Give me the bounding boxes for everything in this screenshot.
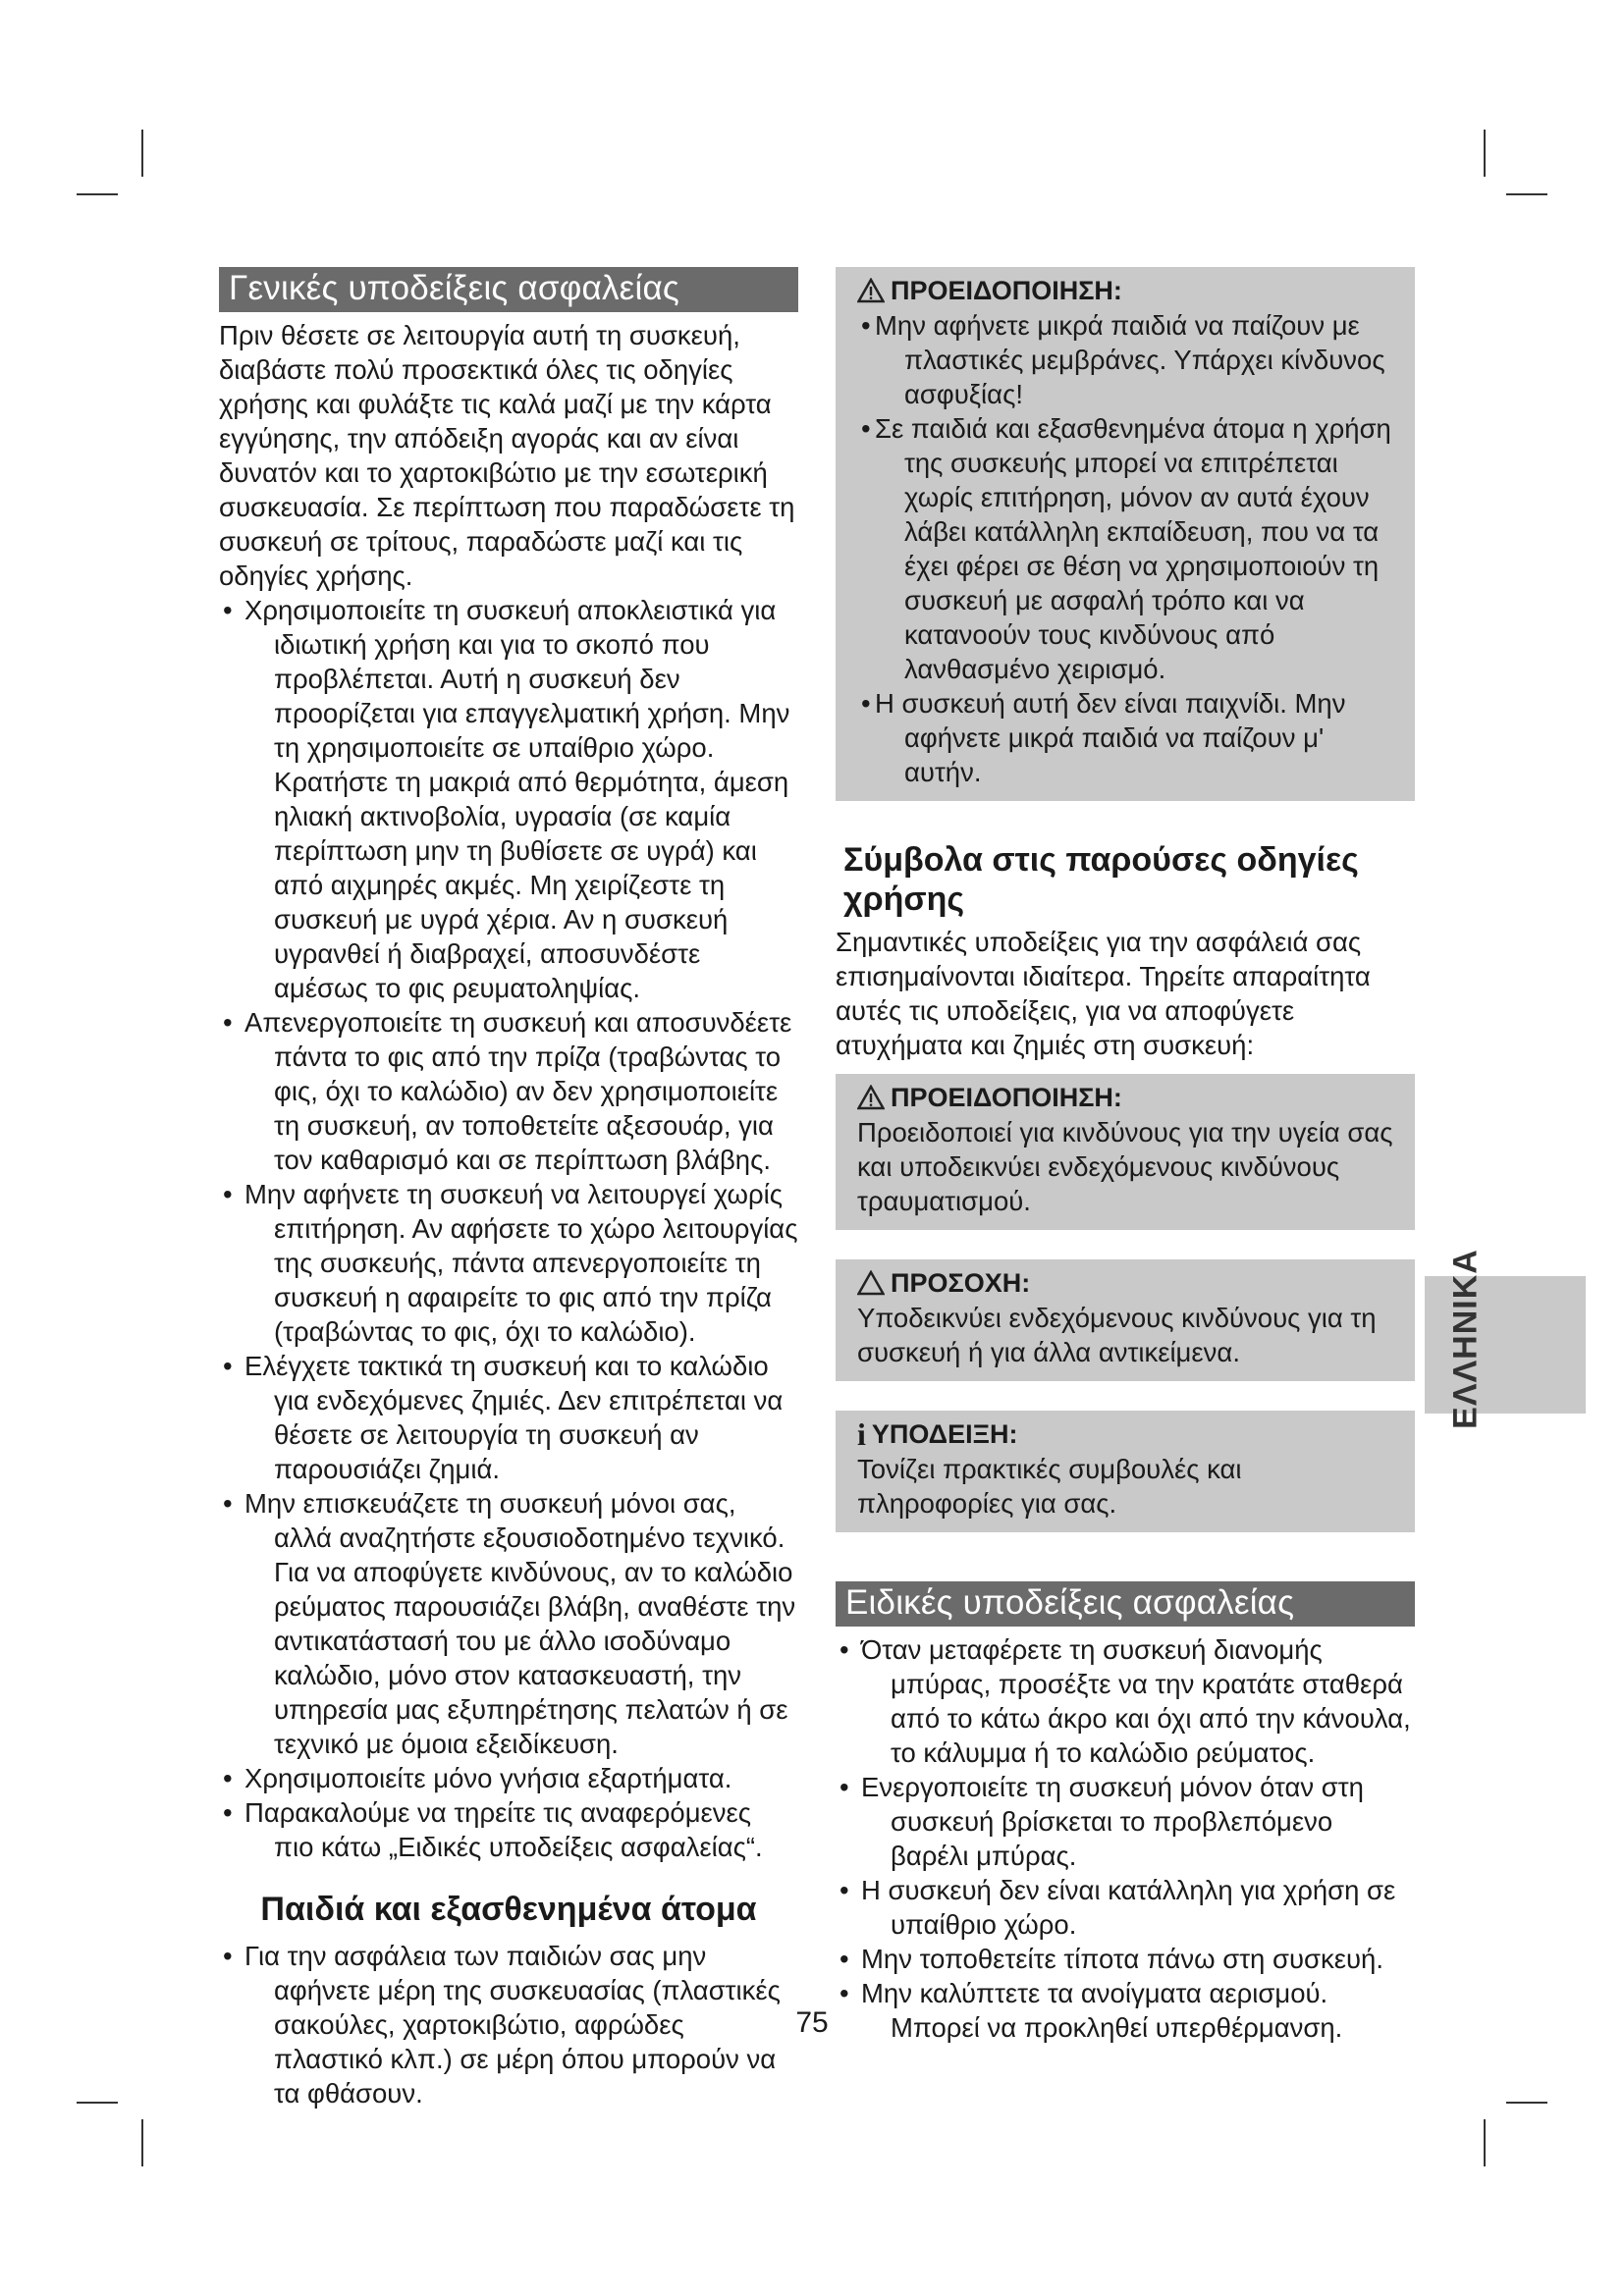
warning-triangle-icon	[857, 278, 885, 303]
caution-title: ΠΡΟΣΟΧΗ:	[857, 1265, 1401, 1301]
special-safety-heading: Ειδικές υποδείξεις ασφαλείας	[836, 1581, 1415, 1627]
page-number: 75	[795, 2006, 829, 2039]
language-tab	[1425, 1249, 1586, 1429]
list-item: • Σε παιδιά και εξασθενημένα άτομα η χρήση της συσκευής μπορεί να επιτρέπεται χωρίς επιτήρηση, μόνον αν αυτά έχουν λάβει κατάλληλη εκπαίδευση, που να τα έχει φέρει σε θέση να χρησιμοποιούν τη συσκευή με ασφαλή τρόπο και να κατανοούν τους κινδύνους από λανθασμένο χειρισμό.	[861, 413, 1391, 684]
warning-box	[836, 267, 1415, 801]
list-item: • Η συσκευή αυτή δεν είναι παιχνίδι. Μην αφήνετε μικρά παιδιά να παίζουν μ' αυτήν.	[861, 688, 1346, 787]
caution-box	[836, 1259, 1415, 1381]
caution-triangle-icon	[857, 1270, 885, 1296]
list-item: • Μην επισκευάζετε τη συσκευή μόνοι σας, αλλά αναζητήστε εξουσιοδοτημένο τεχνικό. Για να αποφύγετε κινδύνους, αν το καλώδιο ρεύματος παρουσιάζει βλάβη, αναθέστε την αντικατάστασή του με άλλο ισοδύναμο καλώδιο, μόνο στον κατασκευαστή, την υπηρεσία μας εξυπηρέτησης πελατών ή σε τεχνικό με όμοια εξειδίκευση.	[223, 1488, 796, 1759]
list-item: • Μην αφήνετε μικρά παιδιά να παίζουν με πλαστικές μεμβράνες. Υπάρχει κίνδυνος ασφυξίας!	[861, 310, 1385, 409]
caution-text: Υποδεικνύει ενδεχόμενους κινδύνους για τη συσκευή ή για άλλα αντικείμενα.	[857, 1303, 1377, 1367]
list-item: • Όταν μεταφέρετε τη συσκευή διανομής μπύρας, προσέξτε να την κρατάτε σταθερά από το κάτω άκρο και όχι από την κάνουλα, το κάλυμμα ή το καλώδιο ρεύματος.	[839, 1634, 1411, 1768]
general-safety-intro: Πριν θέσετε σε λειτουργία αυτή τη συσκευή, διαβάστε πολύ προσεκτικά όλες τις οδηγίες χρήσης και φυλάξτε τις καλά μαζί με την κάρτα εγγύησης, την απόδειξη αγοράς και αν είναι δυνατόν και το χαρτοκιβώτιο με την εσωτερική συσκευασία. Σε περίπτωση που παραδώσετε τη συσκευή σε τρίτους, παραδώστε μαζί και τις οδηγίες χρήσης.	[219, 320, 795, 591]
symbols-heading: Σύμβολα στις παρούσες οδηγίες χρήσης	[843, 841, 1359, 918]
crop-mark	[141, 2119, 143, 2166]
crop-mark	[1484, 2119, 1486, 2166]
crop-mark	[141, 130, 143, 177]
list-item: • Ελέγχετε τακτικά τη συσκευή και το καλώδιο για ενδεχόμενες ζημιές. Δεν επιτρέπεται να θέσετε σε λειτουργία τη συσκευή αν παρουσιάζει ζημιά.	[223, 1351, 784, 1484]
general-safety-heading: Γενικές υποδείξεις ασφαλείας	[219, 267, 798, 312]
crop-mark	[77, 2102, 118, 2104]
special-safety-list	[836, 1632, 1415, 2045]
language-tab-label: ΕΛΛΗΝΙΚΑ	[1446, 1249, 1485, 1429]
list-item: • Απενεργοποιείτε τη συσκευή και αποσυνδέετε πάντα το φις από την πρίζα (τραβώντας το φις, όχι το καλώδιο) αν δεν χρησιμοποιείτε τη συσκευή, αν τοποθετείτε αξεσουάρ, για τον καθαρισμό και σε περίπτωση βλάβης.	[223, 1007, 792, 1175]
list-item: • Η συσκευή δεν είναι κατάλληλη για χρήση σε υπαίθριο χώρο.	[839, 1875, 1396, 1940]
list-item: • Μην καλύπτετε τα ανοίγματα αερισμού. Μπορεί να προκληθεί υπερθέρμανση.	[839, 1978, 1343, 2043]
general-safety-list	[219, 593, 798, 1864]
warning-symbol-box	[836, 1074, 1415, 1230]
crop-mark	[1506, 193, 1547, 195]
list-item: • Χρησιμοποιείτε μόνο γνήσια εξαρτήματα.	[223, 1763, 732, 1793]
warning-title: ΠΡΟΕΙΔΟΠΟΙΗΣΗ:	[857, 273, 1401, 308]
symbols-intro: Σημαντικές υποδείξεις για την ασφάλειά σας επισημαίνονται ιδιαίτερα. Τηρείτε απαραίτητα αυτές τις υποδείξεις, για να αποφύγετε ατυχήματα και ζημιές στη συσκευή:	[836, 927, 1371, 1060]
crop-mark	[1506, 2102, 1547, 2104]
list-item: • Για την ασφάλεια των παιδιών σας μην αφήνετε μέρη της συσκευασίας (πλαστικές σακούλες, χαρτοκιβώτιο, αφρώδες πλαστικό κλπ.) σε μέρη όπου μπορούν να τα φθάσουν.	[223, 1941, 781, 2109]
warning-symbol-title: ΠΡΟΕΙΔΟΠΟΙΗΣΗ:	[857, 1080, 1401, 1115]
list-item: • Χρησιμοποιείτε τη συσκευή αποκλειστικά για ιδιωτική χρήση και για το σκοπό που προβλέπεται. Αυτή η συσκευή δεν προορίζεται για επαγγελματική χρήση. Μην τη χρησιμοποιείτε σε υπαίθριο χώρο. Κρατήστε τη μακριά από θερμότητα, άμεση ηλιακή ακτινοβολία, υγρασία (σε καμία περίπτωση μην τη βυθίσετε σε υγρά) και από αιχμηρές ακμές. Μη χειρίζεστε τη συσκευή με υγρά χέρια. Αν η συσκευή υγρανθεί ή διαβραχεί, αποσυνδέστε αμέσως το φις ρευματοληψίας.	[223, 595, 790, 1003]
note-title: i ΥΠΟΔΕΙΞΗ:	[857, 1416, 1018, 1452]
note-text: Τονίζει πρακτικές συμβουλές και πληροφορίες για σας.	[857, 1454, 1242, 1519]
list-item: • Ενεργοποιείτε τη συσκευή μόνον όταν στη συσκευή βρίσκεται το προβλεπόμενο βαρέλι μπύρας.	[839, 1772, 1364, 1871]
note-box	[836, 1411, 1415, 1532]
list-item: • Παρακαλούμε να τηρείτε τις αναφερόμενες πιο κάτω „Ειδικές υποδείξεις ασφαλείας“.	[223, 1797, 763, 1862]
children-heading: Παιδιά και εξασθενημένα άτομα	[260, 1891, 757, 1928]
warning-list	[857, 308, 1401, 789]
left-column	[219, 267, 798, 2110]
list-item: • Μην αφήνετε τη συσκευή να λειτουργεί χωρίς επιτήρηση. Αν αφήσετε το χώρο λειτουργίας της συσκευής, πάντα απενεργοποιείτε τη συσκευή η αφαιρείτε το φις από την πρίζα (τραβώντας το φις, όχι το καλώδιο).	[223, 1179, 798, 1347]
list-item: • Μην τοποθετείτε τίποτα πάνω στη συσκευή.	[839, 1944, 1383, 1974]
warning-symbol-text: Προειδοποιεί για κινδύνους για την υγεία σας και υποδεικνύει ενδεχόμενους κινδύνους τραυματισμού.	[857, 1117, 1393, 1216]
crop-mark	[77, 193, 118, 195]
warning-triangle-icon	[857, 1085, 885, 1110]
right-column	[836, 267, 1415, 2045]
crop-mark	[1484, 130, 1486, 177]
info-icon: i	[857, 1416, 866, 1452]
